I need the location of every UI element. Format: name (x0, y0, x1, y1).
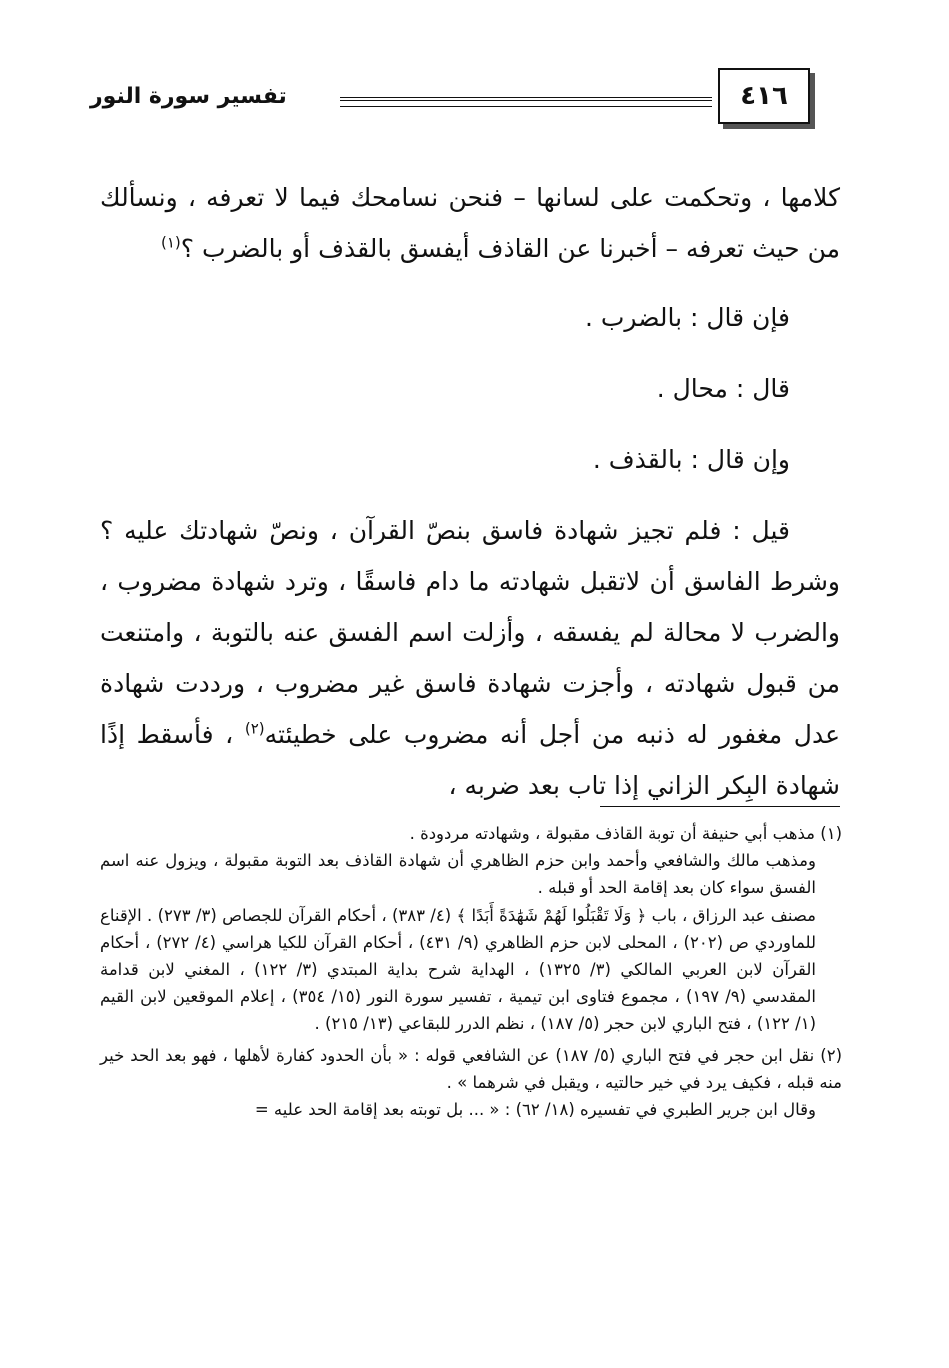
paragraph-2: فإن قال : بالضرب . (584, 303, 790, 332)
footnote-ref-2[interactable]: (٢) (244, 719, 265, 738)
paragraph-3: قال : محال . (656, 374, 790, 403)
footnotes (100, 820, 842, 1127)
page-number: ٤١٦ (740, 81, 788, 111)
page-number-box (718, 68, 810, 124)
footnote-1 (100, 820, 842, 1038)
header-rule (340, 97, 712, 101)
footnote-2-line-2: وقال ابن جرير الطبري في تفسيره (١٨/ ٦٢) : « ... بل توبته بعد إقامة الحد عليه = (254, 1100, 816, 1120)
header-rule-thin (340, 106, 712, 107)
paragraph-1 (100, 172, 840, 274)
footnote-2-line-1: (٢) نقل ابن حجر في فتح الباري (٥/ ١٨٧) عن الشافعي قوله : « بأن الحدود كفارة لأهلها ، فهو بعد الحد خير منه قبله ، فكيف يرد في خير حالتيه ، ويقبل في شرهما » . (100, 1045, 842, 1092)
footnote-ref-1[interactable]: (١) (160, 233, 181, 252)
footnote-1-line-3: مصنف عبد الرزاق ، باب ﴿ وَلَا تَقْبَلُوا لَهُمْ شَهَٰدَةً أَبَدًا ﴾ (٤/ ٣٨٣) ، أحكام القرآن للجصاص (٣/ ٢٧٣) . الإقناع للماوردي ص (٢٠٢) ، المحلى لابن حزم الظاهري (٩/ ٤٣١) ، أحكام القرآن للكيا هراسي (٤/ ٢٧٢) ، أحكام القرآن لابن العربي المالكي (٣/ ١٣٢٥) ، الهداية شرح بداية المبتدي (٣/ ١٢٢) ، المغني لابن قدامة المقدسي (٩/ ١٩٧) ، مجموع فتاوى ابن تيمية ، تفسير سورة النور (١٥/ ٣٥٤) ، إعلام الموقعين لابن القيم (١/ ١٢٢) ، فتح الباري لابن حجر (٥/ ١٨٧) ، نظم الدرر للبقاعي (١٣/ ٢١٥) . (100, 905, 817, 1034)
paragraph-5-text: قيل : فلم تجيز شهادة فاسق بنصّ القرآن ، ونصّ شهادتك عليه ؟ وشرط الفاسق أن لاتقبل شهادته ما دام فاسقًا ، وترد شهادة مضروب ، والضرب لا محالة لم يفسقه ، وأزلت اسم الفسق عنه بالتوبة ، وامتنعت من قبول شهادته ، وأجزت شهادة فاسق غير مضروب ، ورددت شهادة عدل مغفور له ذنبه من أجل أنه مضروب على خطيئته (100, 516, 841, 749)
footnote-separator (600, 806, 840, 807)
paragraph-4: وإن قال : بالقذف . (592, 445, 790, 474)
main-text (100, 172, 840, 829)
footnote-2 (100, 1042, 842, 1124)
running-title: تفسير سورة النور (90, 84, 287, 109)
footnote-1-line-2: ومذهب مالك والشافعي وأحمد وابن حزم الظاهري أن شهادة القاذف بعد التوبة مقبولة ، ويزول عنه اسم الفسق سواء كان بعد إقامة الحد أو قبله . (100, 851, 816, 898)
paragraph-1-text: كلامها ، وتحكمت على لسانها – فنحن نسامحك فيما لا تعرفه ، ونسألك من حيث تعرفه – أخبرنا عن القاذف أيفسق بالقذف أو بالضرب ؟ (100, 183, 840, 263)
paragraph-5-tail: ، فأسقط إذًا شهادة البِكر الزاني إذا تاب بعد ضربه ، (100, 720, 840, 800)
paragraph-5 (100, 505, 840, 811)
footnote-1-line-1: (١) مذهب أبي حنيفة أن توبة القاذف مقبولة ، وشهادته مردودة . (409, 824, 842, 843)
